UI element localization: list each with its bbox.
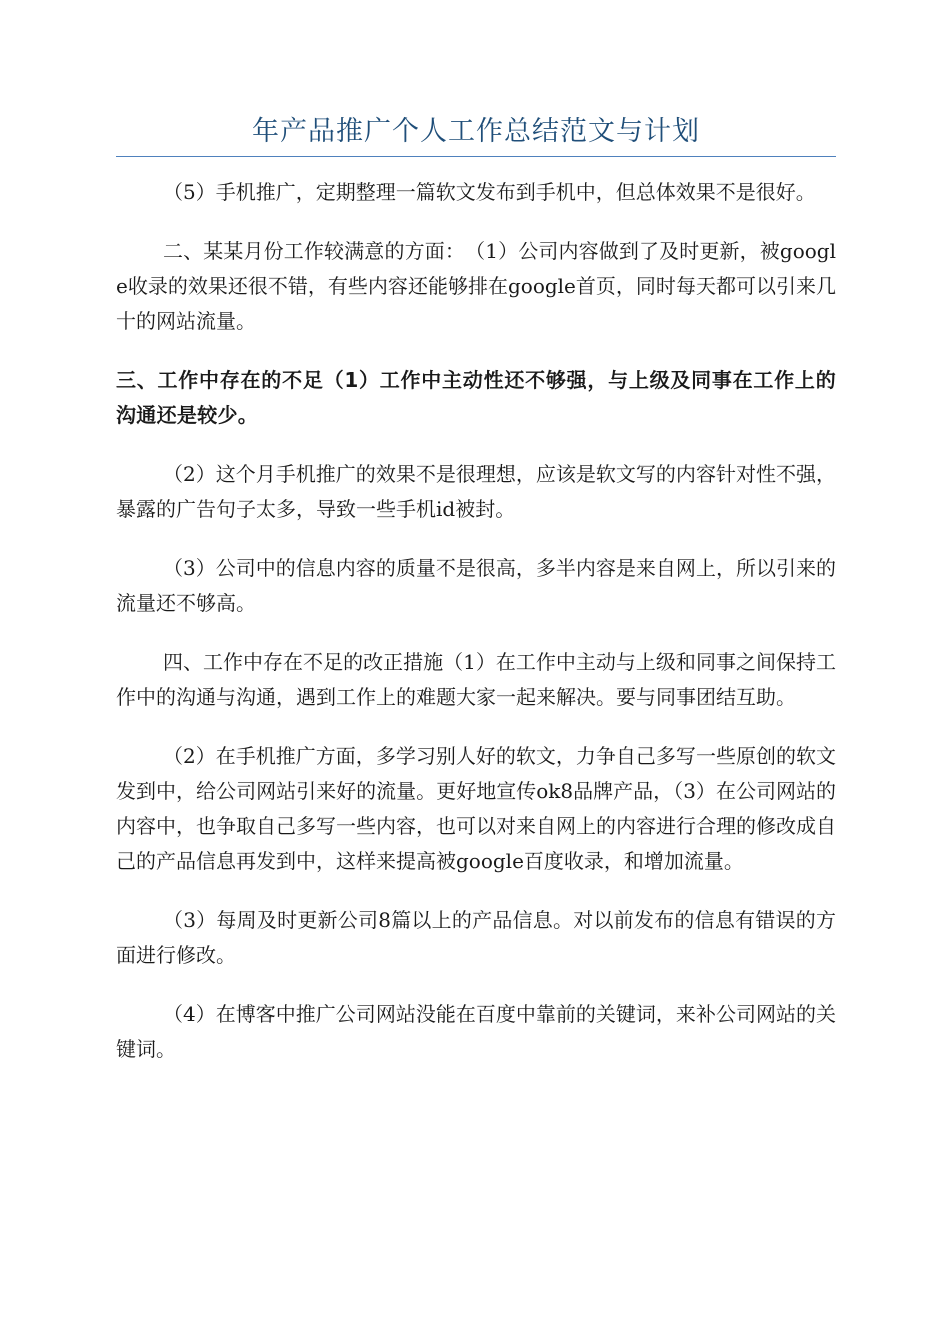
paragraph-satisfactory-aspects: 二、某某月份工作较满意的方面： （1）公司内容做到了及时更新，被google收录的效果还很不错，有些内容还能够排在google首页，同时每天都可以引来几十的网站流量。 xyxy=(116,239,836,333)
paragraph-shortcomings-heading: 三、工作中存在的不足（1）工作中主动性还不够强，与上级及同事在工作上的沟通还是较少。 xyxy=(116,368,836,427)
title-underline xyxy=(116,156,836,157)
paragraph-shortcoming-2: （2）这个月手机推广的效果不是很理想，应该是软文写的内容针对性不强，暴露的广告句子太多，导致一些手机id被封。 xyxy=(116,462,836,521)
document-page xyxy=(116,112,836,1091)
paragraph-shortcoming-3: （3）公司中的信息内容的质量不是很高，多半内容是来自网上，所以引来的流量还不够高。 xyxy=(116,556,836,615)
paragraph-mobile-promotion: （5）手机推广，定期整理一篇软文发布到手机中，但总体效果不是很好。 xyxy=(163,180,816,204)
paragraph-measure-2-3: （2）在手机推广方面，多学习别人好的软文，力争自己多写一些原创的软文发到中，给公司网站引来好的流量。更好地宣传ok8品牌产品，（3）在公司网站的内容中，也争取自己多写一些内容，也可以对来自网上的内容进行合理的修改成自己的产品信息再发到中，这样来提高被google百度收录，和增加流量。 xyxy=(116,744,836,873)
paragraph-corrective-measures: 四、工作中存在不足的改正措施（1）在工作中主动与上级和同事之间保持工作中的沟通与沟通，遇到工作上的难题大家一起来解决。要与同事团结互助。 xyxy=(116,650,836,709)
document-title: 年产品推广个人工作总结范文与计划 xyxy=(252,116,700,147)
paragraph-measure-weekly-update: （3）每周及时更新公司8篇以上的产品信息。对以前发布的信息有错误的方面进行修改。 xyxy=(116,908,836,967)
paragraph-measure-blog-keywords: （4）在博客中推广公司网站没能在百度中靠前的关键词，来补公司网站的关键词。 xyxy=(116,1002,836,1061)
